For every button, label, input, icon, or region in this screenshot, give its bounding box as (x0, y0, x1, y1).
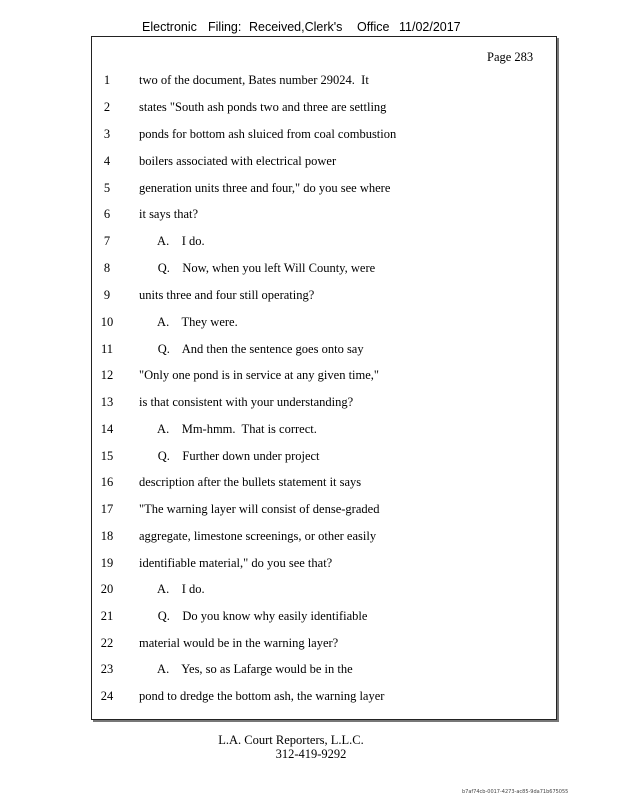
line-text: A. Yes, so as Lafarge would be in the (139, 662, 353, 676)
transcript-line (0, 315, 618, 341)
transcript-line (0, 689, 618, 715)
line-text: boilers associated with electrical power (139, 154, 337, 168)
transcript-line (0, 475, 618, 501)
line-number: 10 (100, 315, 114, 329)
line-number: 6 (103, 207, 111, 221)
transcript-line (0, 368, 618, 394)
line-text: two of the document, Bates number 29024. It (139, 73, 369, 87)
header-electronic: Electronic (142, 20, 197, 34)
transcript-line (0, 100, 618, 126)
footer-phone: 312-419-9292 (275, 747, 347, 761)
transcript-line (0, 636, 618, 662)
transcript-line (0, 127, 618, 153)
line-number: 7 (103, 234, 111, 248)
header-office: Office (357, 20, 390, 34)
header-date: 11/02/2017 (399, 20, 461, 34)
header-received: Received,Clerk's (249, 20, 343, 34)
line-text: aggregate, limestone screenings, or other easily (139, 529, 377, 543)
transcript-line (0, 582, 618, 608)
transcript-line (0, 234, 618, 260)
line-number: 20 (100, 582, 114, 596)
line-number: 9 (103, 288, 111, 302)
transcript-line (0, 261, 618, 287)
transcript-line (0, 449, 618, 475)
transcript-line (0, 609, 618, 635)
line-number: 19 (100, 556, 114, 570)
line-number: 11 (100, 342, 114, 356)
line-number: 22 (100, 636, 114, 650)
line-text: A. Mm-hmm. That is correct. (139, 422, 317, 436)
line-text: "The warning layer will consist of dense-graded (139, 502, 380, 516)
line-text: units three and four still operating? (139, 288, 315, 302)
line-number: 23 (100, 662, 114, 676)
line-text: is that consistent with your understanding? (139, 395, 354, 409)
line-number: 12 (100, 368, 114, 382)
line-text: pond to dredge the bottom ash, the warning layer (139, 689, 385, 703)
line-number: 5 (103, 181, 111, 195)
transcript-line (0, 422, 618, 448)
transcript-line (0, 207, 618, 233)
line-number: 8 (103, 261, 111, 275)
line-text: ponds for bottom ash sluiced from coal combustion (139, 127, 397, 141)
transcript-line (0, 288, 618, 314)
line-number: 1 (103, 73, 111, 87)
footer (0, 733, 618, 761)
transcript-line (0, 556, 618, 582)
line-text: description after the bullets statement it says (139, 475, 362, 489)
line-number: 21 (100, 609, 114, 623)
transcript-line (0, 73, 618, 99)
line-text: identifiable material," do you see that? (139, 556, 333, 570)
transcript-line (0, 502, 618, 528)
line-number: 3 (103, 127, 111, 141)
transcript-line (0, 529, 618, 555)
transcript-line (0, 662, 618, 688)
line-number: 17 (100, 502, 114, 516)
header-filing: Filing: (208, 20, 242, 34)
line-number: 24 (100, 689, 114, 703)
line-text: Q. Further down under project (139, 449, 320, 463)
line-number: 16 (100, 475, 114, 489)
line-number: 14 (100, 422, 114, 436)
transcript-line (0, 395, 618, 421)
line-number: 15 (100, 449, 114, 463)
line-text: A. They were. (139, 315, 238, 329)
line-text: it says that? (139, 207, 199, 221)
line-text: states "South ash ponds two and three are settling (139, 100, 387, 114)
line-text: A. I do. (139, 582, 205, 596)
line-number: 18 (100, 529, 114, 543)
document-id: b7af74cb-0017-4273-ac85-9da71b675055 (462, 789, 569, 795)
line-text: Q. Do you know why easily identifiable (139, 609, 368, 623)
line-text: generation units three and four," do you see where (139, 181, 391, 195)
page-number: Page 283 (487, 50, 534, 64)
line-number: 2 (103, 100, 111, 114)
transcript-line (0, 154, 618, 180)
line-text: Q. And then the sentence goes onto say (139, 342, 364, 356)
line-text: material would be in the warning layer? (139, 636, 339, 650)
line-text: "Only one pond is in service at any given time," (139, 368, 380, 382)
line-text: Q. Now, when you left Will County, were (139, 261, 376, 275)
line-number: 4 (103, 154, 111, 168)
line-number: 13 (100, 395, 114, 409)
transcript-line (0, 181, 618, 207)
footer-company: L.A. Court Reporters, L.L.C. (218, 733, 364, 747)
transcript-line (0, 342, 618, 368)
line-text: A. I do. (139, 234, 205, 248)
